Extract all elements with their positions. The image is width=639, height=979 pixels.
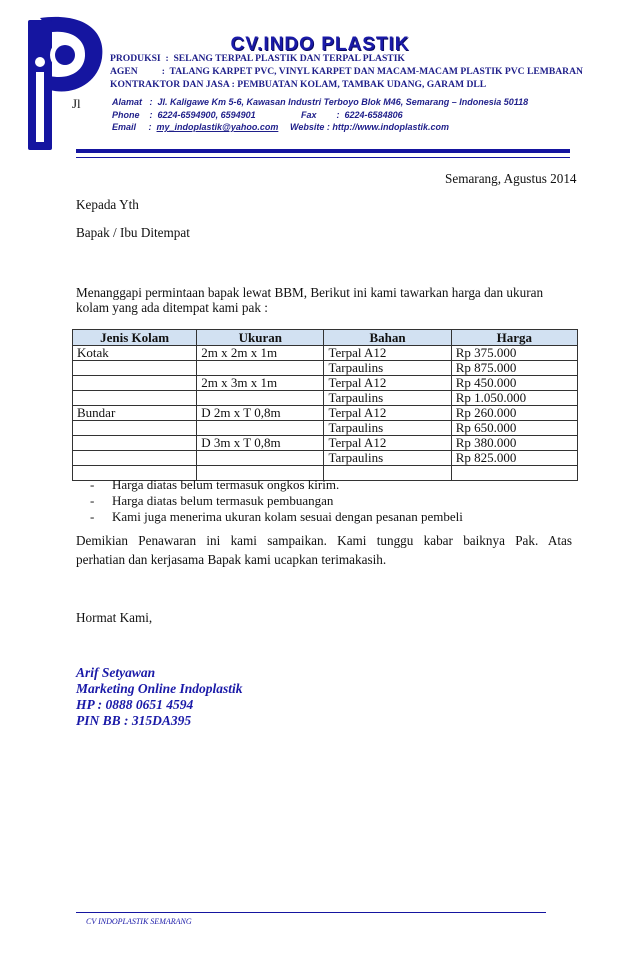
- fax-line: Fax : 6224-6584806: [301, 110, 403, 120]
- list-item: - Kami juga menerima ukuran kolam sesuai dengan pesanan pembeli: [90, 509, 463, 524]
- header-rule-thick: [76, 149, 570, 153]
- indo-plastik-logo-icon: [10, 10, 110, 155]
- note-text: Kami juga menerima ukuran kolam sesuai dengan pesanan pembeli: [112, 509, 463, 524]
- produksi-label: PRODUKSI: [110, 53, 161, 64]
- sign-off: Hormat Kami,: [76, 610, 153, 625]
- note-text: Harga diatas belum termasuk pembuangan: [112, 493, 334, 508]
- cell-harga: Rp 375.000: [451, 346, 577, 361]
- header-harga: Harga: [451, 330, 577, 346]
- cell-bahan: Tarpaulins: [324, 391, 451, 406]
- agen-line: AGEN : TALANG KARPET PVC, VINYL KARPET DAN MACAM-MACAM PLASTIK PVC LEMBARAN: [110, 66, 583, 77]
- table-row: [73, 406, 578, 421]
- cell-ukuran: [197, 451, 324, 466]
- closing-line-2: perhatian dan kerjasama Bapak kami ucapkan terimakasih.: [76, 552, 387, 567]
- cell-bahan: Tarpaulins: [324, 451, 451, 466]
- table-row: [73, 436, 578, 451]
- list-item: - Harga diatas belum termasuk ongkos kirim.: [90, 477, 340, 492]
- cell-ukuran: D 3m x T 0,8m: [197, 436, 324, 451]
- produksi-value: SELANG TERPAL PLASTIK DAN TERPAL PLASTIK: [173, 53, 405, 64]
- cell-jenis: [73, 436, 197, 451]
- signature-title: Marketing Online Indoplastik: [76, 681, 243, 696]
- cell-harga: Rp 380.000: [451, 436, 577, 451]
- alamat-label: Alamat: [112, 97, 143, 107]
- cell-bahan: Tarpaulins: [324, 361, 451, 376]
- table-row: [73, 391, 578, 406]
- price-table: [72, 329, 578, 481]
- cell-jenis: [73, 421, 197, 436]
- table-row: [73, 361, 578, 376]
- cell-bahan: Tarpaulins: [324, 421, 451, 436]
- signature-pin: PIN BB : 315DA395: [76, 713, 192, 728]
- cell-bahan: Terpal A12: [324, 406, 451, 421]
- footer-rule: [76, 912, 546, 913]
- cell-harga: Rp 825.000: [451, 451, 577, 466]
- cell-bahan: Terpal A12: [324, 376, 451, 391]
- cell-harga: Rp 875.000: [451, 361, 577, 376]
- cell-harga: Rp 650.000: [451, 421, 577, 436]
- cell-ukuran: [197, 421, 324, 436]
- phone-value: 6224-6594900, 6594901: [157, 110, 256, 120]
- table-row: [73, 451, 578, 466]
- email-line: Email : my_indoplastik@yahoo.com: [112, 122, 279, 132]
- header-ukuran: Ukuran: [197, 330, 324, 346]
- website-line: Website : http://www.indoplastik.com: [290, 122, 450, 132]
- cell-ukuran: 2m x 2m x 1m: [197, 346, 324, 361]
- place-date: Semarang, Agustus 2014: [445, 171, 577, 186]
- cell-ukuran: [197, 391, 324, 406]
- cell-jenis: [73, 376, 197, 391]
- table-row: [73, 346, 578, 361]
- cell-ukuran: D 2m x T 0,8m: [197, 406, 324, 421]
- fax-value: 6224-6584806: [344, 110, 403, 120]
- cell-harga: [451, 466, 577, 481]
- cell-jenis: [73, 451, 197, 466]
- fax-label: Fax: [301, 110, 317, 120]
- signature-name: Arif Setyawan: [76, 665, 156, 680]
- website-link[interactable]: http://www.indoplastik.com: [332, 122, 450, 132]
- table-header-row: [73, 330, 578, 346]
- intro-line-2: kolam yang ada ditempat kami pak :: [76, 300, 268, 315]
- agen-label: AGEN: [110, 66, 138, 77]
- greeting-address: Bapak / Ibu Ditempat: [76, 225, 190, 240]
- cell-jenis: Bundar: [73, 406, 197, 421]
- stray-text: Jl: [72, 96, 81, 111]
- alamat-line: Alamat : Jl. Kaligawe Km 5-6, Kawasan Industri Terboyo Blok M46, Semarang – Indonesia 50118: [112, 97, 529, 107]
- cell-jenis: Kotak: [73, 346, 197, 361]
- cell-jenis: [73, 391, 197, 406]
- website-label: Website: [290, 122, 325, 132]
- cell-bahan: Terpal A12: [324, 436, 451, 451]
- email-link[interactable]: my_indoplastik@yahoo.com: [156, 122, 279, 132]
- company-name: CV.INDO PLASTIK: [230, 34, 410, 55]
- greeting-recipient: Kepada Yth: [76, 197, 139, 212]
- cell-harga: Rp 450.000: [451, 376, 577, 391]
- phone-line: Phone : 6224-6594900, 6594901: [112, 110, 256, 120]
- produksi-line: PRODUKSI : SELANG TERPAL PLASTIK DAN TERPAL PLASTIK: [110, 53, 405, 64]
- table-row: [73, 421, 578, 436]
- notes-list: [90, 477, 463, 525]
- list-item: - Harga diatas belum termasuk pembuangan: [90, 493, 334, 508]
- cell-bahan: Terpal A12: [324, 346, 451, 361]
- cell-harga: Rp 1.050.000: [451, 391, 577, 406]
- header-bahan: Bahan: [324, 330, 451, 346]
- footer-text: CV INDOPLASTIK SEMARANG: [86, 917, 192, 926]
- alamat-value: Jl. Kaligawe Km 5-6, Kawasan Industri Terboyo Blok M46, Semarang – Indonesia 50118: [157, 97, 529, 107]
- table-row: [73, 376, 578, 391]
- agen-value: TALANG KARPET PVC, VINYL KARPET DAN MACAM-MACAM PLASTIK PVC LEMBARAN: [169, 66, 583, 77]
- cell-ukuran: [197, 361, 324, 376]
- cell-jenis: [73, 361, 197, 376]
- closing-line-1: Demikian Penawaran ini kami sampaikan. Kami tunggu kabar baiknya Pak. Atas: [76, 533, 572, 548]
- header-jenis-kolam: Jenis Kolam: [73, 330, 197, 346]
- cell-harga: Rp 260.000: [451, 406, 577, 421]
- phone-label: Phone: [112, 110, 140, 120]
- cell-ukuran: 2m x 3m x 1m: [197, 376, 324, 391]
- signature-hp: HP : 0888 0651 4594: [76, 697, 194, 712]
- kontraktor-line: KONTRAKTOR DAN JASA : PEMBUATAN KOLAM, TAMBAK UDANG, GARAM DLL: [110, 79, 487, 90]
- email-label: Email: [112, 122, 137, 132]
- note-text: Harga diatas belum termasuk ongkos kirim.: [112, 477, 340, 492]
- header-rule-thin: [76, 157, 570, 158]
- intro-line-1: Menanggapi permintaan bapak lewat BBM, Berikut ini kami tawarkan harga dan ukuran: [76, 285, 544, 300]
